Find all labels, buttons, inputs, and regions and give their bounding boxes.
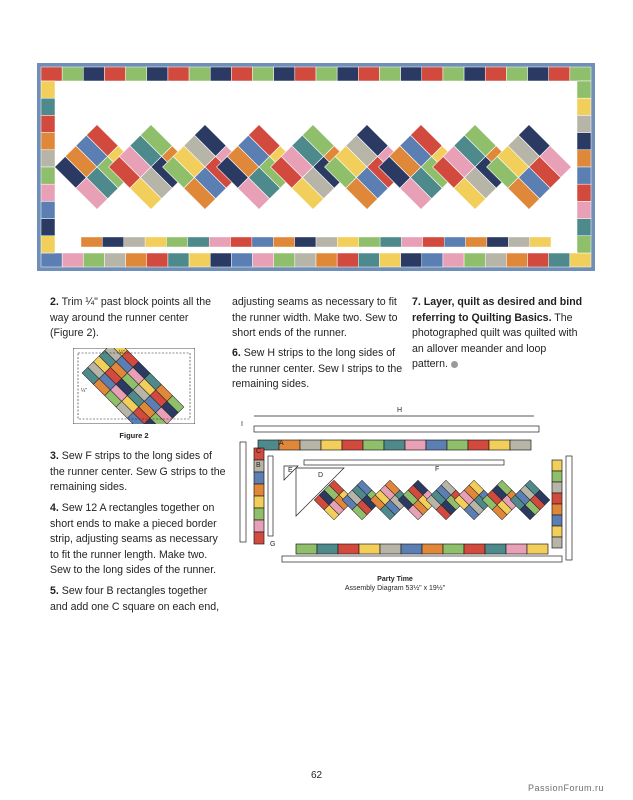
border-rect-top <box>464 67 485 81</box>
row-a-rect <box>300 440 321 450</box>
step-3-text: Sew F strips to the long sides of the runner center. Sew G strips to the remaining sides. <box>50 450 226 494</box>
inner-border-rect <box>81 237 102 247</box>
step-5 <box>50 584 226 615</box>
inner-border-rect <box>273 237 294 247</box>
border-rect-top <box>506 67 527 81</box>
border-rect-right <box>577 81 591 98</box>
border-rect-bottom <box>83 253 104 267</box>
step-4-number: 4. <box>50 502 59 514</box>
border-rect-bottom <box>401 253 422 267</box>
border-rect-bottom <box>316 253 337 267</box>
figure-2-graphic <box>73 348 195 424</box>
row-a-rect <box>342 440 363 450</box>
inner-border-rect <box>124 237 145 247</box>
border-rect-left <box>41 167 55 184</box>
row-a-rect <box>510 440 531 450</box>
border-rect-top <box>422 67 443 81</box>
label-f: F <box>435 466 440 473</box>
step-5-continued <box>232 295 404 342</box>
column-cb-rect <box>254 496 264 508</box>
border-rect-top <box>443 67 464 81</box>
assembly-block <box>510 480 550 520</box>
border-rect-top <box>253 67 274 81</box>
column-cb-right-rect <box>552 460 562 471</box>
inner-border-rect <box>295 237 316 247</box>
border-rect-bottom <box>62 253 83 267</box>
step-7-text: The photographed quilt was quilted with an allover meander and loop pattern. <box>412 311 578 371</box>
step-2 <box>50 295 222 342</box>
border-rect-left <box>41 81 55 98</box>
inner-border-rect <box>316 237 337 247</box>
step-3-number: 3. <box>50 450 59 462</box>
step-6 <box>232 346 404 393</box>
step-6-text: Sew H strips to the long sides of the runner center. Sew I strips to the remaining sides. <box>232 347 403 391</box>
inner-border-rect <box>188 237 209 247</box>
inner-border-rect <box>530 237 551 247</box>
border-rect-top <box>83 67 104 81</box>
border-rect-right <box>577 167 591 184</box>
border-rect-bottom <box>126 253 147 267</box>
row-a-rect <box>468 440 489 450</box>
row-a-bottom-rect <box>317 544 338 554</box>
figure-2-caption: Figure 2 <box>119 431 149 440</box>
inner-border-rect <box>423 237 444 247</box>
border-rect-bottom <box>528 253 549 267</box>
border-rect-left <box>41 115 55 132</box>
inner-border-rect <box>466 237 487 247</box>
label-i: I <box>241 421 243 428</box>
row-a-bottom-rect <box>338 544 359 554</box>
label-b: B <box>256 462 261 469</box>
assembly-title: Party Time <box>377 576 413 583</box>
border-rect-top <box>41 67 62 81</box>
inner-border-rect <box>359 237 380 247</box>
row-a-bottom-rect <box>380 544 401 554</box>
strip-i-right <box>566 456 572 560</box>
inner-border-rect <box>487 237 508 247</box>
row-a-rect <box>447 440 468 450</box>
column-cb-right-rect <box>552 471 562 482</box>
step-5-text: Sew four B rectangles together and add one C square on each end, <box>50 585 220 613</box>
inner-border-rect <box>166 237 187 247</box>
step-5-number: 5. <box>50 585 59 597</box>
label-d: D <box>318 472 324 479</box>
step-7 <box>412 295 584 373</box>
border-rect-top <box>379 67 400 81</box>
strip-i-left <box>240 442 246 542</box>
border-rect-right <box>577 201 591 218</box>
border-rect-bottom <box>549 253 570 267</box>
label-g: G <box>270 541 276 548</box>
border-rect-bottom <box>570 253 591 267</box>
border-rect-bottom <box>147 253 168 267</box>
border-rect-top <box>210 67 231 81</box>
column-cb-rect <box>254 520 264 532</box>
column-cb-right-rect <box>552 526 562 537</box>
border-rect-bottom <box>443 253 464 267</box>
border-rect-bottom <box>41 253 62 267</box>
border-rect-bottom <box>253 253 274 267</box>
row-a-bottom-rect <box>506 544 527 554</box>
border-rect-bottom <box>422 253 443 267</box>
inner-border-rect <box>508 237 529 247</box>
label-a: A <box>279 440 284 447</box>
border-rect-top <box>62 67 83 81</box>
end-bullet-icon <box>451 361 458 368</box>
step-7-bold-text: Layer, quilt as desired and bind referring to Quilting Basics. <box>412 296 583 324</box>
inner-border-rect <box>337 237 358 247</box>
step-5-continued-text: adjusting seams as necessary to fit the runner width. Make two. Sew to short ends of the runner. <box>232 296 398 340</box>
border-rect-right <box>577 184 591 201</box>
border-rect-bottom <box>485 253 506 267</box>
column-cb-rect <box>254 484 264 496</box>
row-a-rect <box>426 440 447 450</box>
border-rect-top <box>528 67 549 81</box>
step-2-number: 2. <box>50 296 59 308</box>
label-e: E <box>288 467 293 474</box>
step-2-text: Trim ¼" past block points all the way around the runner center (Figure 2). <box>50 296 211 340</box>
row-a-rect <box>363 440 384 450</box>
step-3 <box>50 449 226 496</box>
row-a-bottom-rect <box>527 544 548 554</box>
inner-border-rect <box>380 237 401 247</box>
column-cb-right-rect <box>552 493 562 504</box>
border-rect-top <box>104 67 125 81</box>
assembly-diagram-graphic <box>234 404 584 574</box>
border-rect-left <box>41 150 55 167</box>
figure-2 <box>73 348 195 424</box>
row-a-bottom-rect <box>464 544 485 554</box>
inner-border-rect <box>209 237 230 247</box>
border-rect-right <box>577 236 591 253</box>
label-c: C <box>256 448 262 455</box>
border-rect-top <box>147 67 168 81</box>
quilt-photo-graphic <box>37 63 595 271</box>
inner-border-rect <box>401 237 422 247</box>
border-rect-right <box>577 219 591 236</box>
column-cb-rect <box>254 508 264 520</box>
column-cb-right-rect <box>552 537 562 548</box>
border-rect-bottom <box>337 253 358 267</box>
border-rect-bottom <box>358 253 379 267</box>
row-a-bottom-rect <box>443 544 464 554</box>
border-rect-top <box>570 67 591 81</box>
step-4 <box>50 501 226 579</box>
quilt-photo <box>37 63 595 271</box>
assembly-center-blocks <box>314 480 550 520</box>
inner-border-rect <box>231 237 252 247</box>
border-rect-top <box>168 67 189 81</box>
row-a-rect <box>405 440 426 450</box>
border-rect-top <box>401 67 422 81</box>
assembly-diagram <box>234 404 584 574</box>
border-rect-bottom <box>210 253 231 267</box>
figure-2-dim-left: ¼" <box>81 388 87 394</box>
row-a-rect <box>489 440 510 450</box>
row-a-bottom-rect <box>359 544 380 554</box>
border-rect-top <box>316 67 337 81</box>
label-h: H <box>397 407 403 414</box>
border-rect-top <box>189 67 210 81</box>
border-rect-right <box>577 98 591 115</box>
inner-border-rect <box>444 237 465 247</box>
border-rect-bottom <box>295 253 316 267</box>
inner-border-rect <box>102 237 123 247</box>
border-rect-bottom <box>464 253 485 267</box>
border-rect-left <box>41 184 55 201</box>
column-cb-rect <box>254 532 264 544</box>
step-7-number: 7. <box>412 296 421 308</box>
row-a-bottom-rect <box>296 544 317 554</box>
border-rect-bottom <box>231 253 252 267</box>
watermark: PassionForum.ru <box>528 783 605 793</box>
border-rect-bottom <box>189 253 210 267</box>
row-a-bottom-rect <box>422 544 443 554</box>
strip-h-bottom <box>282 556 562 562</box>
border-rect-bottom <box>506 253 527 267</box>
assembly-subtitle: Assembly Diagram 53½" x 19½" <box>344 585 446 592</box>
border-rect-bottom <box>168 253 189 267</box>
column-cb-rect <box>254 472 264 484</box>
row-a-bottom-rect <box>401 544 422 554</box>
row-a-rect <box>321 440 342 450</box>
border-rect-top <box>231 67 252 81</box>
border-rect-left <box>41 201 55 218</box>
inner-border-rect <box>145 237 166 247</box>
border-rect-left <box>41 219 55 236</box>
row-a-bottom-rect <box>485 544 506 554</box>
border-rect-bottom <box>104 253 125 267</box>
strip-f <box>304 460 504 465</box>
border-rect-left <box>41 98 55 115</box>
border-rect-top <box>485 67 506 81</box>
border-rect-top <box>337 67 358 81</box>
border-rect-top <box>295 67 316 81</box>
strip-h-top <box>254 426 539 432</box>
row-a-rect <box>384 440 405 450</box>
inner-border-rect <box>252 237 273 247</box>
border-rect-right <box>577 133 591 150</box>
border-rect-top <box>358 67 379 81</box>
border-rect-top <box>126 67 147 81</box>
step-6-number: 6. <box>232 347 241 359</box>
border-rect-top <box>549 67 570 81</box>
border-rect-left <box>41 133 55 150</box>
column-cb-right-rect <box>552 482 562 493</box>
figure-2-dim-top: ¼" <box>119 350 125 356</box>
border-rect-right <box>577 150 591 167</box>
column-cb-right-rect <box>552 515 562 526</box>
border-rect-right <box>577 115 591 132</box>
border-rect-left <box>41 236 55 253</box>
column-cb-right-rect <box>552 504 562 515</box>
page-number: 62 <box>310 770 323 781</box>
border-rect-top <box>274 67 295 81</box>
step-4-text: Sew 12 A rectangles together on short ends to make a pieced border strip, adjusting seams as necessary to fit the runner length. Make two. Sew to the long sides of the runner. <box>50 502 218 577</box>
border-rect-bottom <box>379 253 400 267</box>
border-rect-bottom <box>274 253 295 267</box>
strip-g <box>268 456 273 536</box>
